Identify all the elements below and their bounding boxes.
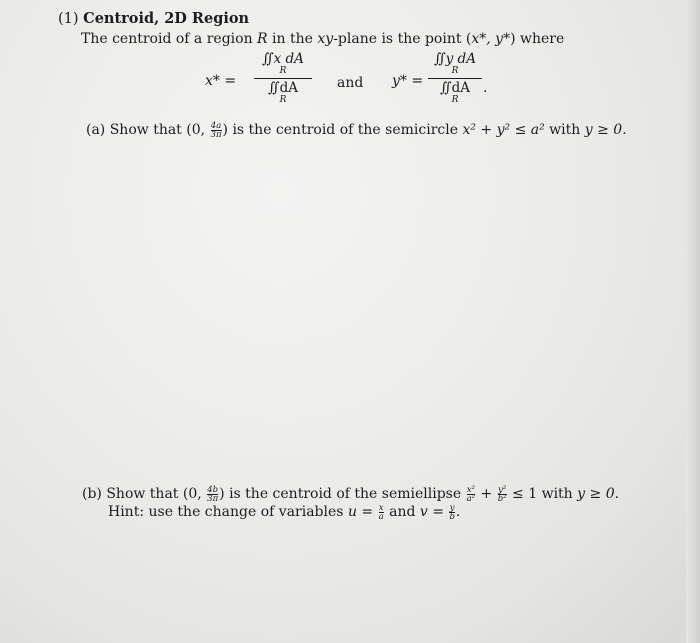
problem-number: (1) [58, 11, 79, 27]
y-centroid-fraction: ∫∫ y dA R ∫∫ dA R [428, 52, 482, 105]
y-formula-period: . [483, 80, 488, 96]
problem-heading [58, 11, 249, 27]
and-word: and [337, 75, 364, 91]
part-a-fraction: $\frac{4a}{3\pi}$ [210, 120, 222, 140]
part-a-text: (a) Show that (0, $\frac{4a}{3\pi}$) is the centroid of the semicircle x² + y² ≤ a² with y ≥ 0. [86, 120, 627, 140]
ellipse-y-term: $\frac{\text{y²}}{\text{b²}}$ [497, 484, 507, 504]
x-centroid-fraction: ∫∫ x dA R ∫∫ dA R [254, 52, 312, 105]
v-substitution: $\frac{y}{b}$ [449, 502, 455, 522]
part-b-hint: Hint: use the change of variables $u = \frac{x}{a}$ and $v = \frac{y}{b}$. [108, 502, 461, 522]
x-star-lhs: x* = [205, 73, 237, 89]
problem-title: Centroid, 2D Region [83, 10, 250, 27]
ellipse-x-term: $\frac{\text{x²}}{\text{a²}}$ [466, 484, 476, 504]
problem-intro: The centroid of a region R in the xy-plane is the point (x*, y*) where [81, 31, 565, 47]
part-b-fraction: $\frac{4b}{3\pi}$ [207, 484, 219, 504]
part-b-text: (b) Show that (0, $\frac{4b}{3\pi}$) is the centroid of the semiellipse $\frac{\text{x²}}{\text{a²}} + \frac{\text{y²}}{\text{b²}} \le 1$ with y ≥ 0. [82, 484, 620, 504]
page-edge-shadow [686, 0, 700, 643]
u-substitution: $\frac{x}{a}$ [378, 502, 384, 522]
y-star-lhs: y* = [392, 73, 424, 89]
